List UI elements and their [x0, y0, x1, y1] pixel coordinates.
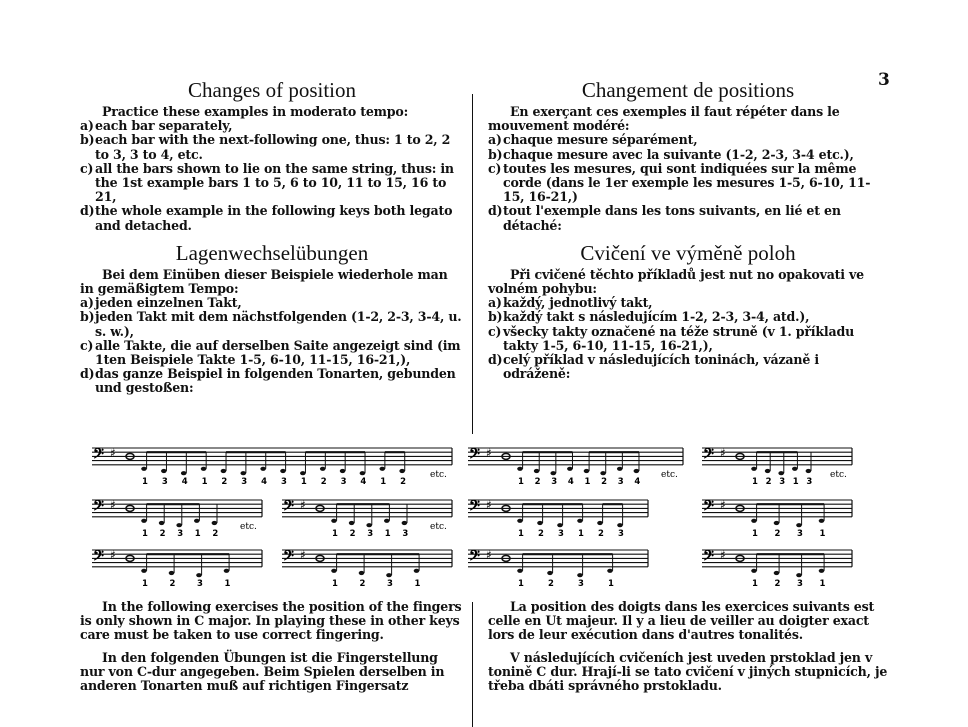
note-head — [577, 573, 583, 577]
fingering-number: 1 — [142, 476, 148, 487]
note-head — [751, 467, 757, 471]
note-head — [774, 571, 780, 575]
fingering-number: 2 — [774, 528, 781, 539]
fingering-number: 3 — [558, 528, 564, 539]
note-head — [751, 519, 757, 523]
fingering-number: 3 — [161, 476, 168, 487]
list-item: c) všecky takty označené na téže struně (v 1. příkladu takty 1-5, 6-10, 11-15, 16-21,), — [488, 323, 855, 353]
fingering-number: 3 — [340, 476, 347, 487]
bottom-left-text — [80, 600, 464, 693]
fingering-number: 3 — [281, 476, 287, 487]
fingering-number: 2 — [598, 528, 604, 539]
fingering-number: 1 — [380, 476, 387, 487]
list-item: c) all the bars shown to lie on the same string, thus: in the 1st example bars 1 to 5, 6 to 10, 11 to 15, 16 to 21, — [80, 160, 454, 205]
note-head — [212, 521, 218, 525]
german-title: Lagenwechselübungen — [175, 240, 369, 265]
list-item: d)tout l'exemple dans les tons suivants, en lié et en détaché: — [488, 203, 841, 233]
note-head — [201, 467, 207, 471]
note-head — [557, 523, 563, 527]
fingering-number: 1 — [578, 528, 584, 539]
key-signature: ♯ — [486, 498, 492, 512]
key-signature: ♯ — [110, 446, 116, 460]
fingering-number: 1 — [819, 578, 826, 589]
note-head — [774, 521, 780, 525]
fingering-number: 1 — [752, 578, 758, 589]
key-signature: ♯ — [720, 498, 726, 512]
fingering-number: 2 — [359, 578, 366, 589]
fingering-number: 3 — [551, 476, 558, 487]
note-head — [181, 471, 187, 475]
note-head — [819, 569, 825, 573]
note-head — [194, 519, 200, 523]
bass-clef: 𝄢 — [283, 498, 294, 518]
fingering-number: 1 — [792, 476, 799, 487]
bass-clef: 𝄢 — [283, 548, 294, 568]
note-head — [547, 571, 553, 575]
english-intro: Practice these examples in moderato tempo: — [102, 104, 409, 119]
fingering-number: 4 — [360, 476, 367, 487]
fingering-number: 2 — [774, 578, 781, 589]
list-item: a)každý, jednotlivý takt, — [488, 295, 653, 311]
fingering-number: 1 — [752, 476, 758, 487]
note-head — [366, 523, 372, 527]
english-fingering-note: In the following exercises the position of the fingers is only shown in C major. In playing these in other keys care must be taken to use correct fingering. — [80, 599, 462, 643]
note-head — [159, 521, 165, 525]
bass-clef: 𝄢 — [469, 498, 480, 518]
note-head — [577, 519, 583, 523]
note-head — [550, 471, 556, 475]
note-head — [331, 569, 337, 573]
english-title: Changes of position — [188, 78, 356, 102]
note-head — [517, 519, 523, 523]
key-signature: ♯ — [110, 548, 116, 562]
note-head — [819, 519, 825, 523]
list-item: a)chaque mesure séparément, — [488, 132, 698, 148]
fingering-number: 1 — [194, 528, 201, 539]
column-divider-bottom — [472, 602, 473, 727]
bass-clef: 𝄢 — [703, 446, 714, 466]
list-item: b)each bar with the next-following one, thus: 1 to 2, 2 to 3, 3 to 4, etc. — [80, 132, 451, 162]
note-head — [280, 469, 286, 473]
list-item: b)jeden Takt mit dem nächstfolgenden (1-2, 2-3, 3-4, u. s. w.), — [80, 309, 462, 339]
list-item: a)jeden einzelnen Takt, — [80, 295, 242, 311]
note-head — [414, 569, 420, 573]
note-head — [796, 573, 802, 577]
note-head — [751, 569, 757, 573]
fingering-number: 4 — [261, 476, 268, 487]
fingering-number: 4 — [181, 476, 188, 487]
bass-clef: 𝄢 — [469, 548, 480, 568]
fingering-number: 1 — [518, 476, 524, 487]
note-head — [260, 467, 266, 471]
french-fingering-note: La position des doigts dans les exercices suivants est celle en Ut majeur. Il y a lieu de veiller au doigter exact lors de leur exécution dans d'autres tonalités. — [488, 599, 875, 643]
note-head — [224, 569, 230, 573]
bass-clef: 𝄢 — [469, 446, 480, 466]
fingering-number: 2 — [320, 476, 327, 487]
fingering-number: 3 — [177, 528, 184, 539]
list-item: d)celý příklad v následujících toninách, vázaně i odráženě: — [488, 352, 819, 382]
etc-label: etc. — [240, 521, 257, 532]
fingering-number: 4 — [567, 476, 574, 487]
fingering-number: 3 — [578, 578, 584, 589]
french-title: Changement de positions — [581, 78, 795, 102]
bass-clef: 𝄢 — [703, 548, 714, 568]
fingering-number: 1 — [201, 476, 208, 487]
page-number: 3 — [878, 70, 890, 90]
note-head — [796, 523, 802, 527]
note-head — [320, 467, 326, 471]
fingering-number: 2 — [534, 476, 541, 487]
note-head — [617, 467, 623, 471]
note-head — [517, 569, 523, 573]
note-head — [600, 471, 606, 475]
note-head — [402, 521, 408, 525]
fingering-number: 1 — [518, 578, 524, 589]
note-head — [141, 467, 147, 471]
etc-label: etc. — [430, 469, 447, 480]
fingering-number: 1 — [819, 528, 826, 539]
fingering-number: 1 — [224, 578, 231, 589]
fingering-number: 3 — [617, 476, 624, 487]
list-item: a)each bar separately, — [80, 118, 233, 134]
note-head — [161, 469, 167, 473]
note-head — [584, 469, 590, 473]
french-intro: En exerçant ces exemples il faut répéter dans le mouvement modéré: — [488, 104, 840, 134]
bottom-right-text — [488, 600, 888, 693]
czech-intro: Při cvičené těchto příkladů jest nut no opakovati ve volném pohybu: — [488, 266, 864, 297]
fingering-number: 1 — [142, 528, 148, 539]
fingering-number: 1 — [414, 578, 421, 589]
key-signature: ♯ — [720, 446, 726, 460]
key-signature: ♯ — [110, 498, 116, 512]
etc-label: etc. — [430, 521, 447, 532]
fingering-number: 1 — [332, 528, 338, 539]
note-head — [221, 469, 227, 473]
fingering-number: 1 — [518, 528, 524, 539]
fingering-number: 3 — [402, 528, 409, 539]
fingering-number: 2 — [349, 528, 356, 539]
list-item: d)das ganze Beispiel in folgenden Tonarten, gebunden und gestoßen: — [80, 366, 456, 396]
note-head — [360, 471, 366, 475]
note-head — [778, 471, 784, 475]
note-head — [141, 519, 147, 523]
note-head — [792, 467, 798, 471]
fingering-number: 3 — [197, 578, 203, 589]
note-head — [765, 469, 771, 473]
key-signature: ♯ — [720, 548, 726, 562]
bass-clef: 𝄢 — [703, 498, 714, 518]
note-head — [240, 471, 246, 475]
fingering-number: 2 — [212, 528, 219, 539]
key-signature: ♯ — [300, 498, 306, 512]
fingering-number: 3 — [367, 528, 374, 539]
fingering-number: 2 — [169, 578, 176, 589]
note-head — [349, 521, 355, 525]
note-head — [379, 467, 385, 471]
etc-label: etc. — [830, 469, 847, 480]
czech-fingering-note: V následujících cvičeních jest uveden prstoklad jen v tonině C dur. Hrají-li se tato cvičení v jiných stupnicích, je třeba dbáti správného prstokladu. — [488, 649, 888, 694]
note-head — [597, 521, 603, 525]
note-head — [384, 519, 390, 523]
german-intro: Bei dem Einüben dieser Beispiele wiederhole man in gemäßigtem Tempo: — [80, 266, 448, 297]
fingering-number: 3 — [806, 476, 813, 487]
fingering-number: 2 — [538, 528, 544, 539]
fingering-number: 1 — [752, 528, 758, 539]
key-signature: ♯ — [486, 548, 492, 562]
bass-clef: 𝄢 — [93, 446, 104, 466]
czech-title: Cvičení ve výměně poloh — [580, 240, 796, 265]
note-head — [399, 469, 405, 473]
note-head — [196, 573, 202, 577]
fingering-number: 3 — [797, 578, 803, 589]
note-head — [176, 523, 182, 527]
list-item: b)každý takt s následujícím 1-2, 2-3, 3-4, atd.), — [488, 309, 810, 325]
fingering-number: 1 — [608, 578, 614, 589]
note-head — [331, 519, 337, 523]
etc-label: etc. — [661, 469, 678, 480]
fingering-number: 2 — [765, 476, 772, 487]
note-head — [534, 469, 540, 473]
note-head — [517, 467, 523, 471]
fingering-number: 1 — [332, 578, 338, 589]
fingering-number: 2 — [400, 476, 407, 487]
list-item: c) toutes les mesures, qui sont indiquées sur la même corde (dans le 1er exemple les mesures 1-5, 6-10, 11-15, 16-21,) — [488, 160, 871, 205]
german-fingering-note: In den folgenden Übungen ist die Fingerstellung nur von C-dur angegeben. Beim Spielen derselben in anderen Tonarten muß auf richtigen Fingersatz — [80, 649, 445, 694]
note-head — [386, 573, 392, 577]
key-signature: ♯ — [486, 446, 492, 460]
list-item: d)the whole example in the following keys both legato and detached. — [80, 203, 453, 233]
note-head — [806, 469, 812, 473]
fingering-number: 2 — [159, 528, 166, 539]
note-head — [141, 569, 147, 573]
note-head — [537, 521, 543, 525]
list-item: b)chaque mesure avec la suivante (1-2, 2-3, 3-4 etc.), — [488, 146, 854, 162]
key-signature: ♯ — [300, 548, 306, 562]
note-head — [169, 571, 175, 575]
note-head — [634, 469, 640, 473]
bass-clef: 𝄢 — [93, 548, 104, 568]
fingering-number: 2 — [548, 578, 554, 589]
fingering-number: 3 — [241, 476, 248, 487]
fingering-number: 1 — [142, 578, 148, 589]
note-head — [300, 471, 306, 475]
fingering-number: 3 — [797, 528, 803, 539]
fingering-number: 1 — [384, 528, 391, 539]
fingering-number: 2 — [601, 476, 608, 487]
note-head — [617, 523, 623, 527]
fingering-number: 3 — [387, 578, 393, 589]
fingering-number: 4 — [634, 476, 641, 487]
note-head — [567, 467, 573, 471]
list-item: c) alle Takte, die auf derselben Saite angezeigt sind (im 1ten Beispiele Takte 1-5, 6-10, 11-15, 16-21,), — [80, 337, 461, 368]
note-head — [359, 571, 365, 575]
fingering-number: 3 — [779, 476, 786, 487]
note-head — [607, 569, 613, 573]
note-head — [340, 469, 346, 473]
fingering-number: 1 — [300, 476, 307, 487]
bass-clef: 𝄢 — [93, 498, 104, 518]
fingering-number: 2 — [221, 476, 228, 487]
fingering-number: 3 — [618, 528, 624, 539]
fingering-number: 1 — [584, 476, 591, 487]
